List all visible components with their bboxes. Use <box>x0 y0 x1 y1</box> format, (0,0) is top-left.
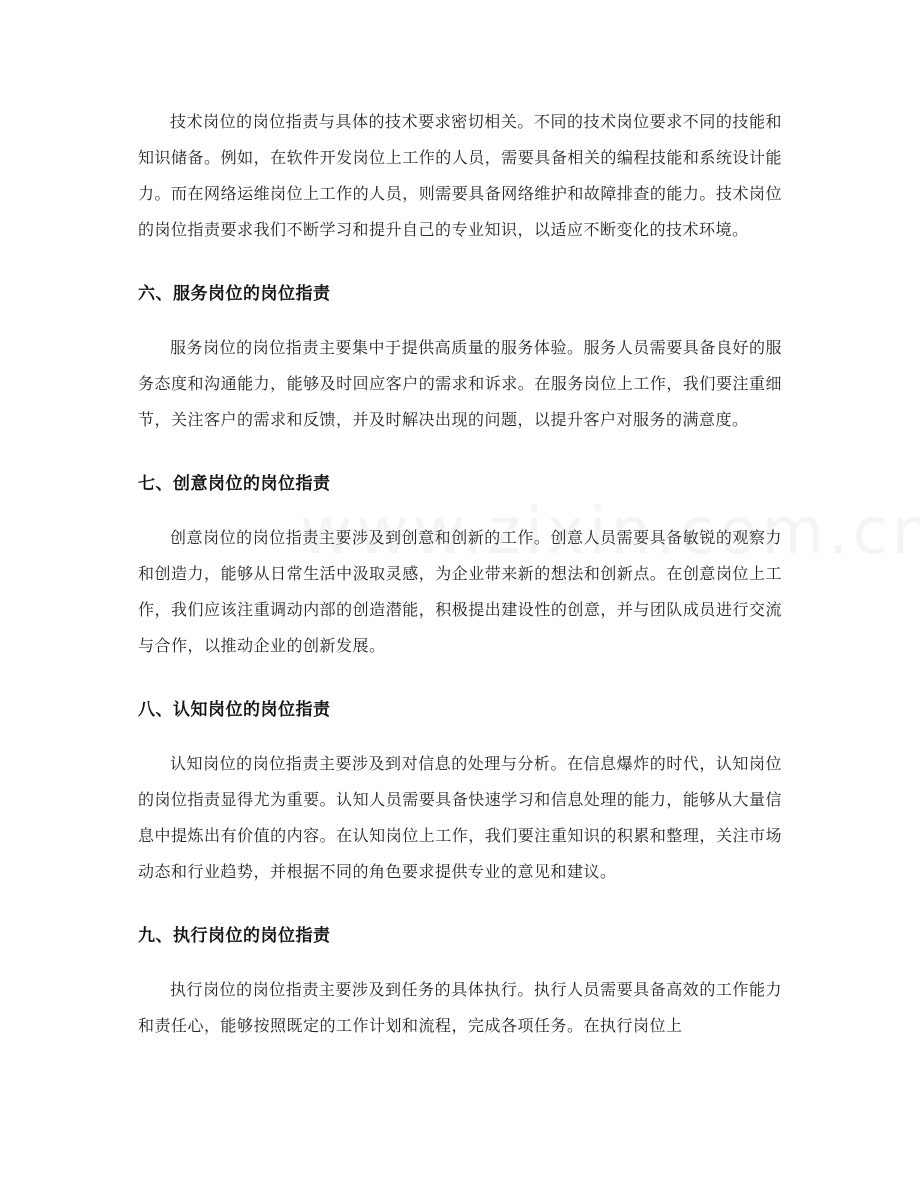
paragraph-execution-role: 执行岗位的岗位指责主要涉及到任务的具体执行。执行人员需要具备高效的工作能力和责任心，能够按照既定的工作计划和流程，完成各项任务。在执行岗位上 <box>138 980 782 1035</box>
heading-service-role: 六、服务岗位的岗位指责 <box>138 284 331 304</box>
heading-cognitive-role: 八、认知岗位的岗位指责 <box>138 700 331 720</box>
heading-creative-role: 七、创意岗位的岗位指责 <box>138 474 331 494</box>
paragraph-creative-role: 创意岗位的岗位指责主要涉及到创意和创新的工作。创意人员需要具备敏锐的观察力和创造力，能够从日常生活中汲取灵感，为企业带来新的想法和创新点。在创意岗位上工作，我们应该注重调动内部的创造潜能，积极提出建设性的创意，并与团队成员进行交流与合作，以推动企业的创新发展。 <box>138 528 782 655</box>
paragraph-service-role: 服务岗位的岗位指责主要集中于提供高质量的服务体验。服务人员需要具备良好的服务态度和沟通能力，能够及时回应客户的需求和诉求。在服务岗位上工作，我们要注重细节，关注客户的需求和反馈，并及时解决出现的问题，以提升客户对服务的满意度。 <box>138 338 782 429</box>
paragraph-cognitive-role: 认知岗位的岗位指责主要涉及到对信息的处理与分析。在信息爆炸的时代，认知岗位的岗位指责显得尤为重要。认知人员需要具备快速学习和信息处理的能力，能够从大量信息中提炼出有价值的内容。在认知岗位上工作，我们要注重知识的积累和整理，关注市场动态和行业趋势，并根据不同的角色要求提供专业的意见和建议。 <box>138 754 782 881</box>
paragraph-technical-role: 技术岗位的岗位指责与具体的技术要求密切相关。不同的技术岗位要求不同的技能和知识储备。例如，在软件开发岗位上工作的人员，需要具备相关的编程技能和系统设计能力。而在网络运维岗位上工作的人员，则需要具备网络维护和故障排查的能力。技术岗位的岗位指责要求我们不断学习和提升自己的专业知识，以适应不断变化的技术环境。 <box>138 112 782 239</box>
document-body <box>138 104 782 1044</box>
heading-execution-role: 九、执行岗位的岗位指责 <box>138 926 331 946</box>
